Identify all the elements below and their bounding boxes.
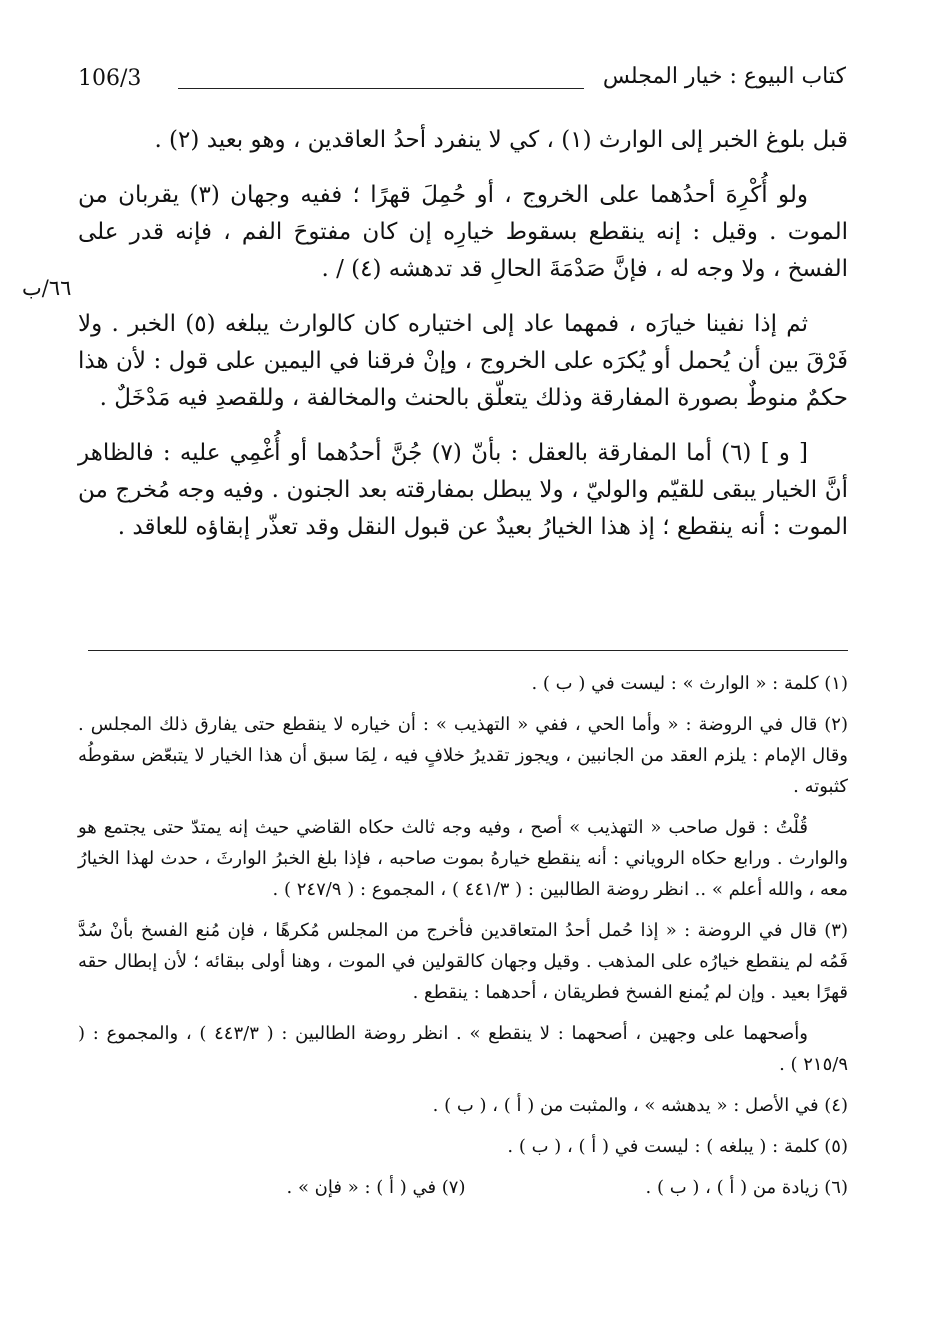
footnote-separator <box>88 650 848 651</box>
main-paragraph-4: [ و ] (٦) أما المفارقة بالعقل : بأنّ (٧) جُنَّ أحدُهما أو أُغْمِي عليه : فالظاهر أنَّ الخيار يبقى للقيّم والوليّ ، ولا يبطل بمفارقته بعد الجنون . وفيه وجه مُخرج من الموت : أنه ينقطع ؛ إذ هذا الخيارُ بعيدٌ عن قبول النقل وقد تعذّر إبقاؤه للعاقد . <box>78 440 848 540</box>
page-header <box>78 62 846 96</box>
footnote-2-continued: قُلْتُ : قول صاحب « التهذيب » أصح ، وفيه وجه ثالث حكاه القاضي حيث إنه يمتدّ حتى يجتمع هو والوارث . ورابع حكاه الروياني : أنه ينقطع خيارهُ بموت صاحبه ، فإذا بلغ الخبرُ الوارثَ ، حدث لهذا الخيارُ معه ، والله أعلم » .. انظر روضة الطالبين : ( ٤٤١/٣ ) ، المجموع : ( ٢٤٧/٩ ) . <box>78 817 848 900</box>
footnote-3: (٣) قال في الروضة : « إذا حُمل أحدُ المتعاقدين فأخرج من المجلس مُكرهًا ، فإن مُنع الفسخ بأنْ سُدَّ فَمُه لم ينقطع خيارُه على المذهب . وقيل وجهان كالقولين في الموت ، وهنا أولى ببقائه ؛ لأن إبطال حقه قهرًا بعيد . وإن لم يُمنع الفسخ فطريقان ، أحدهما : ينقطع . <box>78 920 848 1003</box>
footnote-1: (١) كلمة : « الوارث » : ليست في ( ب ) . <box>531 673 848 694</box>
footnote-2: (٢) قال في الروضة : « وأما الحي ، ففي « التهذيب » : أن خياره لا ينقطع حتى يفارق ذلك المجلس . وقال الإمام : يلزم العقد من الجانبين ، ويجوز تقديرُ خلافٍ فيه ، لِمَا سبق أن هذا الخيار لا يتبعّض سقوطُه كثبوته . <box>78 714 848 797</box>
margin-folio-note: ٦٦/ب <box>22 276 72 300</box>
footnote-5: (٥) كلمة : ( يبلغه ) : ليست في ( أ ) ، ( ب ) . <box>507 1136 848 1157</box>
footnote-3-continued: وأصحهما على وجهين ، أصحهما : لا ينقطع » . انظر روضة الطالبين : ( ٤٤٣/٣ ) ، والمجموع : ( ٢١٥/٩ ) . <box>78 1023 848 1075</box>
header-rule <box>178 88 584 89</box>
footnote-4: (٤) في الأصل : « يدهشه » ، والمثبت من ( أ ) ، ( ب ) . <box>432 1095 848 1116</box>
main-text <box>78 122 848 564</box>
main-paragraph-3: ثم إذا نفينا خيارَه ، فمهما عاد إلى اختياره كان كالوارث يبلغه (٥) الخبر . ولا فَرْقَ بين أن يُحمل أو يُكرَه على الخروج ، وإنْ فرقنا في اليمين على قول : لأن هذا حكمٌ منوطٌ بصورة المفارقة وذلك يتعلّق بالحنث والمخالفة ، وللقصدِ فيه مَدْخَلٌ . <box>78 311 848 411</box>
running-title: كتاب البيوع : خيار المجلس <box>602 64 846 89</box>
footnote-6: (٦) زيادة من ( أ ) ، ( ب ) . <box>645 1177 848 1198</box>
footnotes-6-7-row <box>78 1172 848 1203</box>
page-number: 106/3 <box>78 66 142 91</box>
footnotes <box>78 668 848 1203</box>
main-paragraph-2: ولو أُكْرِهَ أحدُهما على الخروج ، أو حُمِلَ قهرًا ؛ ففيه وجهان (٣) يقربان من الموت . وقيل : إنه ينقطع بسقوط خيارِه إن كان مفتوحَ الفم ، فإنه قدر على الفسخ ، ولا وجه له ، فإنَّ صَدْمَةَ الحالِ قد تدهشه (٤) / . <box>78 182 848 282</box>
footnote-7: (٧) في ( أ ) : « فإن » . <box>286 1177 466 1198</box>
main-paragraph-1: قبل بلوغ الخبر إلى الوارث (١) ، كي لا ينفرد أحدُ العاقدين ، وهو بعيد (٢) . <box>154 127 848 153</box>
